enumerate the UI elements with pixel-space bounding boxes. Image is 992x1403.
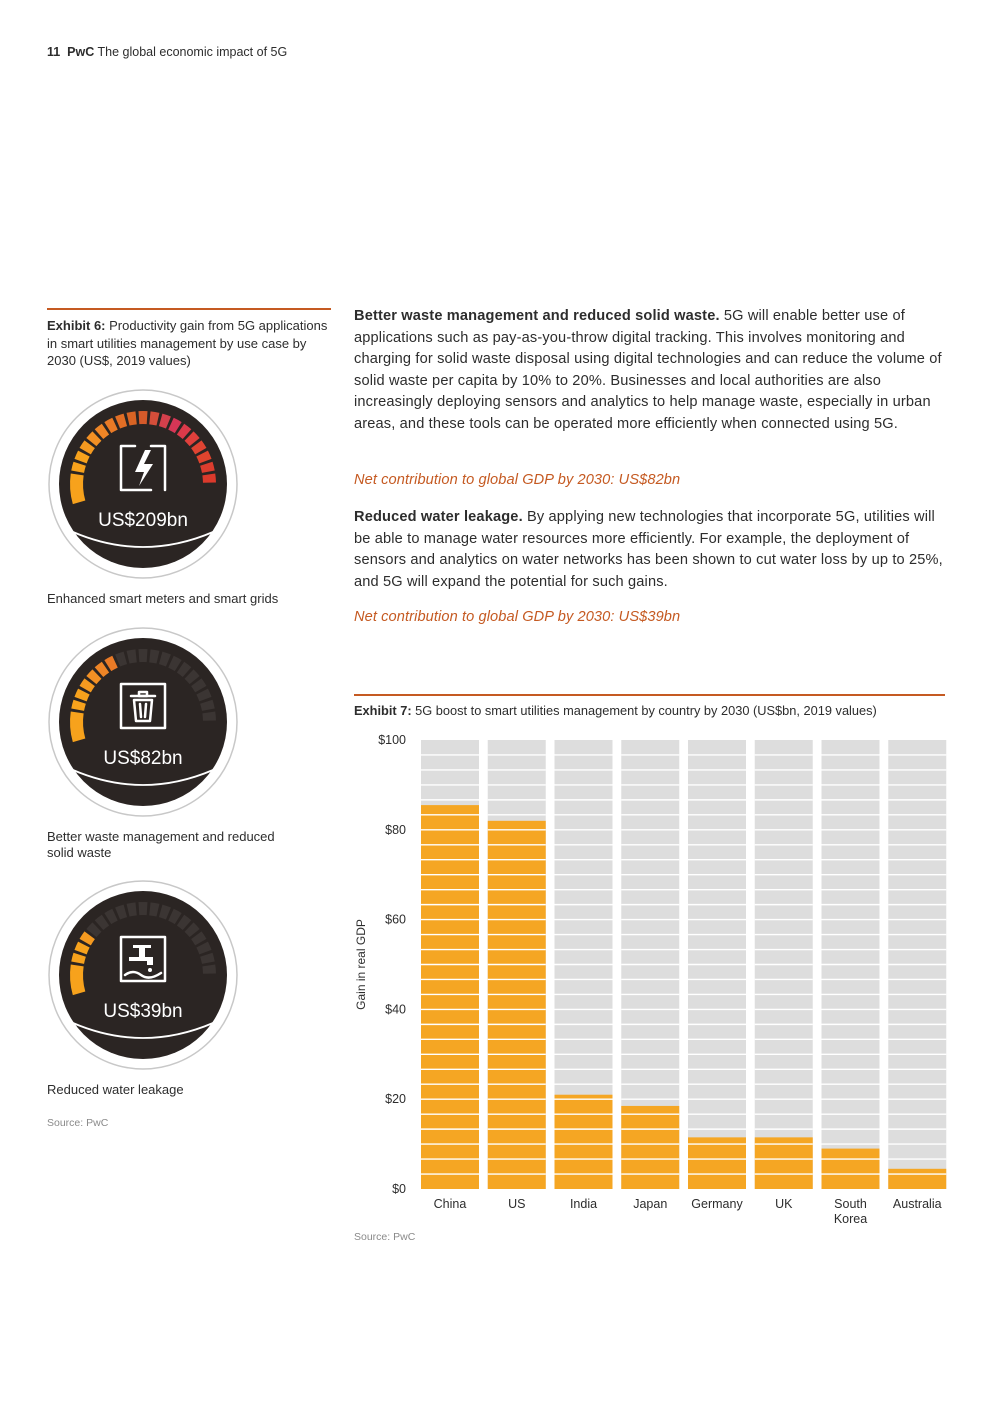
exhibit7-text: 5G boost to smart utilities management by country by 2030 (US$bn, 2019 values)	[411, 703, 877, 718]
bar-germany	[688, 740, 746, 1189]
exhibit6-source: Source: PwC	[47, 1117, 109, 1129]
water-body: By applying new technologies that incorporate 5G, utilities will be able to manage water resources more efficiently. For example, the deployment of sensors and analytics on water networks has been shown to cut water loss by up to 25%, and 5G will expand the potential for such gains.	[354, 509, 943, 590]
gauge-smart-meters	[47, 388, 239, 580]
gauge-caption-smart-meters: Enhanced smart meters and smart grids	[47, 591, 279, 606]
bar-value	[621, 1106, 679, 1189]
bar-uk	[755, 740, 813, 1189]
gauge-segment	[70, 711, 85, 742]
page-number: 11	[47, 45, 61, 59]
bar-china	[421, 740, 479, 1189]
x-tick-label: UK	[775, 1197, 793, 1211]
gauge-segment	[138, 649, 147, 662]
gauge-segment	[138, 411, 147, 424]
gauge-caption-waste-management: Better waste management and reduced solid waste	[47, 829, 275, 860]
x-tick-label: South	[834, 1197, 867, 1211]
y-tick-label: $100	[378, 733, 406, 747]
gauge-caption-water-leakage: Reduced water leakage	[47, 1082, 184, 1097]
exhibit6-caption	[47, 317, 337, 370]
bar-value	[555, 1095, 613, 1189]
exhibit7-rule	[354, 694, 945, 696]
y-tick-label: $0	[392, 1182, 406, 1196]
gauge-dial	[47, 879, 239, 1071]
gauge-segment	[70, 964, 85, 995]
exhibit7-caption	[354, 703, 877, 718]
waste-callout: Net contribution to global GDP by 2030: US$82bn	[354, 472, 681, 488]
brand-name: PwC	[67, 45, 95, 59]
x-tick-label: Korea	[833, 1212, 868, 1226]
bar-value	[755, 1137, 813, 1189]
y-axis-label: Gain in real GDP	[354, 919, 368, 1010]
document-title: The global economic impact of 5G	[97, 45, 288, 59]
bar-value	[888, 1169, 946, 1189]
running-header	[47, 45, 287, 59]
exhibit7-label: Exhibit 7:	[354, 703, 412, 718]
bar-japan	[621, 740, 679, 1189]
gauge-dial	[47, 388, 239, 580]
gauge-water-leakage	[47, 879, 239, 1071]
exhibit6-rule	[47, 308, 331, 310]
gauge-value-text: US$209bn	[98, 510, 188, 531]
waste-paragraph	[354, 306, 946, 436]
bar-value	[822, 1149, 880, 1189]
y-tick-label: $40	[385, 1002, 406, 1017]
exhibit7-source: Source: PwC	[354, 1231, 416, 1243]
water-heading: Reduced water leakage.	[354, 509, 523, 525]
waste-heading: Better waste management and reduced solid waste.	[354, 308, 720, 324]
bar-india	[555, 740, 613, 1189]
gauge-waste-management	[47, 626, 239, 818]
bar-south-korea	[822, 740, 880, 1189]
bar-value	[688, 1137, 746, 1189]
waste-body: 5G will enable better use of applications such as pay-as-you-throw digital tracking. This involves monitoring and charging for solid waste disposal using digital technologies and can reduce the volume of solid waste per capita by 10% to 20%. Businesses and local authorities are also increasingly deploying sensors and analytics to help manage waste, especially in urban areas, and these tools can be operated more efficiently when connected using 5G.	[354, 308, 942, 432]
bar-value	[488, 821, 546, 1189]
exhibit7-bar-chart	[350, 730, 950, 1230]
water-callout: Net contribution to global GDP by 2030: US$39bn	[354, 609, 681, 625]
x-tick-label: India	[569, 1197, 598, 1211]
water-paragraph	[354, 507, 946, 593]
bar-us	[488, 740, 546, 1189]
exhibit6-text: Productivity gain from 5G applications in smart utilities management by use case by 2030 (US$, 2019 values)	[47, 318, 328, 368]
x-tick-label: Germany	[691, 1197, 743, 1211]
gauge-segment	[70, 473, 85, 504]
gauge-dial	[47, 626, 239, 818]
exhibit6-label: Exhibit 6:	[47, 318, 106, 333]
gauge-value-text: US$82bn	[103, 748, 183, 769]
x-tick-label: Australia	[892, 1197, 942, 1211]
bar-value	[421, 805, 479, 1189]
y-tick-label: $20	[385, 1092, 406, 1107]
y-tick-label: $60	[385, 912, 406, 927]
gauge-value-text: US$39bn	[103, 1001, 183, 1022]
bar-australia	[888, 740, 946, 1189]
x-tick-label: China	[433, 1197, 467, 1211]
gauge-segment	[138, 902, 147, 915]
y-tick-label: $80	[385, 822, 406, 837]
gauge-face	[59, 400, 227, 568]
x-tick-label: Japan	[633, 1197, 668, 1211]
x-tick-label: US	[508, 1197, 526, 1211]
